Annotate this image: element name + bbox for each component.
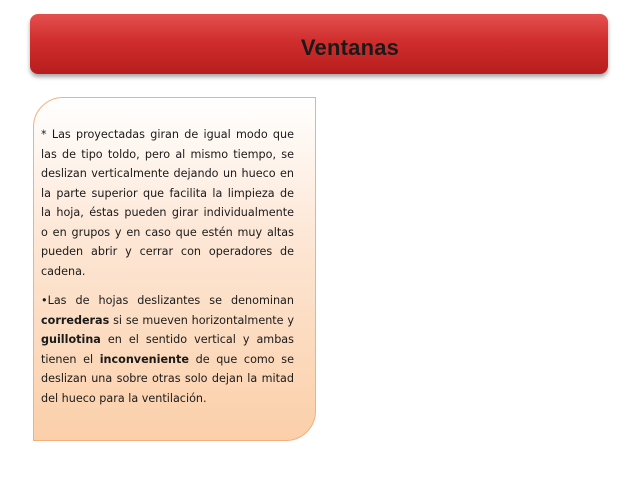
- paragraph-deslizantes-part4: de que como se deslizan una sobre otras solo dejan la mitad del hueco para la ventilación.: [41, 352, 294, 405]
- title-bar: [30, 14, 608, 74]
- term-guillotina: guillotina: [41, 333, 101, 346]
- paragraph-deslizantes-part3: en el sentido vertical y ambas tienen el: [41, 333, 294, 366]
- paragraph-deslizantes-part2: si se mueven horizontalmente y: [109, 313, 294, 327]
- content-text: [41, 125, 294, 408]
- paragraph-deslizantes: [41, 291, 294, 408]
- paragraph-deslizantes-part1: •Las de hojas deslizantes se denominan: [41, 294, 294, 307]
- term-inconveniente: inconveniente: [99, 352, 189, 366]
- slide-title: Ventanas: [300, 35, 400, 60]
- paragraph-proyectadas: * Las proyectadas giran de igual modo que las de tipo toldo, pero al mismo tiempo, se deslizan verticalmente dejando un hueco en la parte superior que facilita la limpieza de la hoja, éstas pueden girar individualmente o en grupos y en caso que estén muy altas pueden abrir y cerrar con operadores de cadena.: [41, 128, 294, 278]
- term-correderas: correderas: [41, 313, 110, 327]
